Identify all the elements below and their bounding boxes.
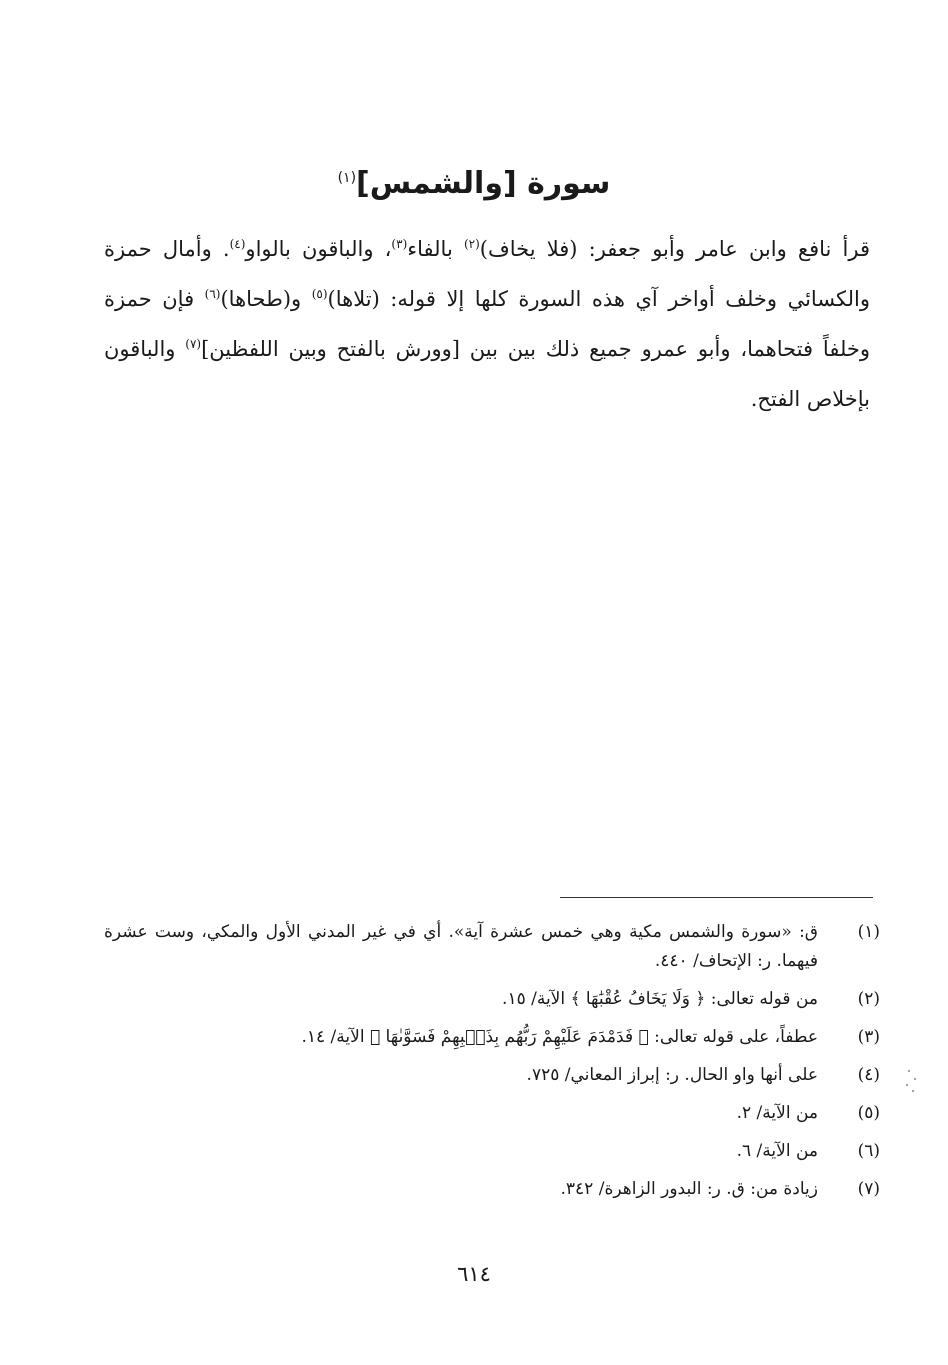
body-segment: ، والباقون بالواو: [245, 237, 392, 261]
footnote-ref: (٧): [185, 337, 202, 351]
footnote-text: من قوله تعالى: ﴿ وَلَا يَخَافُ عُقْبَٰهَا ﴾ الآية/ ١٥.: [502, 989, 818, 1009]
footnote-item: [104, 1137, 882, 1166]
body-segment: والباقون بإخلاص الفتح.: [104, 337, 870, 411]
footnote-item: [104, 1023, 882, 1052]
body-segment: بالفاء: [407, 237, 464, 261]
footnote-number: (٢): [857, 989, 880, 1009]
footnote-text: ق: «سورة والشمس مكية وهي خمس عشرة آية». أي في غير المدني الأول والمكي، وست عشرة فيهما. ر: الإتحاف/ ٤٤٠.: [104, 922, 818, 971]
footnote-number: (٣): [857, 1027, 880, 1047]
footnote-ref: (٤): [229, 237, 246, 251]
footnote-number: (٤): [857, 1065, 880, 1085]
footnote-text: على أنها واو الحال. ر: إبراز المعاني/ ٧٢٥.: [526, 1065, 818, 1085]
body-segment: و(طحاها): [220, 287, 312, 311]
scan-speck-marks: [904, 1068, 918, 1094]
footnote-ref: (٥): [311, 287, 328, 301]
body-segment: قرأ نافع وابن عامر وأبو جعفر: (فلا يخاف): [479, 237, 870, 261]
footnote-number: (١): [857, 922, 880, 942]
body-segment: فإن حمزة وخلفاً فتحاهما، وأبو عمرو جميع ذلك بين بين [وورش بالفتح وبين اللفظين]: [104, 287, 871, 361]
footnote-item: [104, 1061, 882, 1090]
footnote-divider: [560, 897, 873, 898]
main-paragraph: [104, 224, 870, 424]
footnote-item: [104, 1175, 882, 1204]
footnote-number: (٥): [857, 1103, 880, 1123]
footnote-text: زيادة من: ق. ر: البدور الزاهرة/ ٣٤٢.: [560, 1179, 818, 1199]
footnote-ref: (٢): [463, 237, 480, 251]
surah-title-note: (١): [337, 170, 357, 186]
footnote-text: من الآية/ ٢.: [736, 1103, 818, 1123]
footnote-ref: (٣): [391, 237, 408, 251]
footnote-number: (٧): [857, 1179, 880, 1199]
body-segment: . وأمال حمزة والكسائي وخلف أواخر آي هذه السورة كلها إلا قوله: (تلاها): [104, 237, 871, 311]
surah-title: [0, 166, 948, 201]
footnote-number: (٦): [857, 1141, 880, 1161]
footnote-text: عطفاً، على قوله تعالى: ﴿ فَدَمْدَمَ عَلَيْهِمْ رَبُّهُم بِذَنۢبِهِمْ فَسَوَّىٰهَا ﴾ الآية/ ١٤.: [301, 1027, 818, 1047]
surah-title-text: سورة [والشمس]: [356, 166, 611, 201]
footnotes: [104, 918, 882, 1213]
footnote-item: [104, 985, 882, 1014]
footnote-item: [104, 918, 882, 976]
footnote-text: من الآية/ ٦.: [736, 1141, 818, 1161]
footnote-item: [104, 1099, 882, 1128]
page-number: ٦١٤: [457, 1262, 491, 1286]
footnote-ref: (٦): [204, 287, 221, 301]
